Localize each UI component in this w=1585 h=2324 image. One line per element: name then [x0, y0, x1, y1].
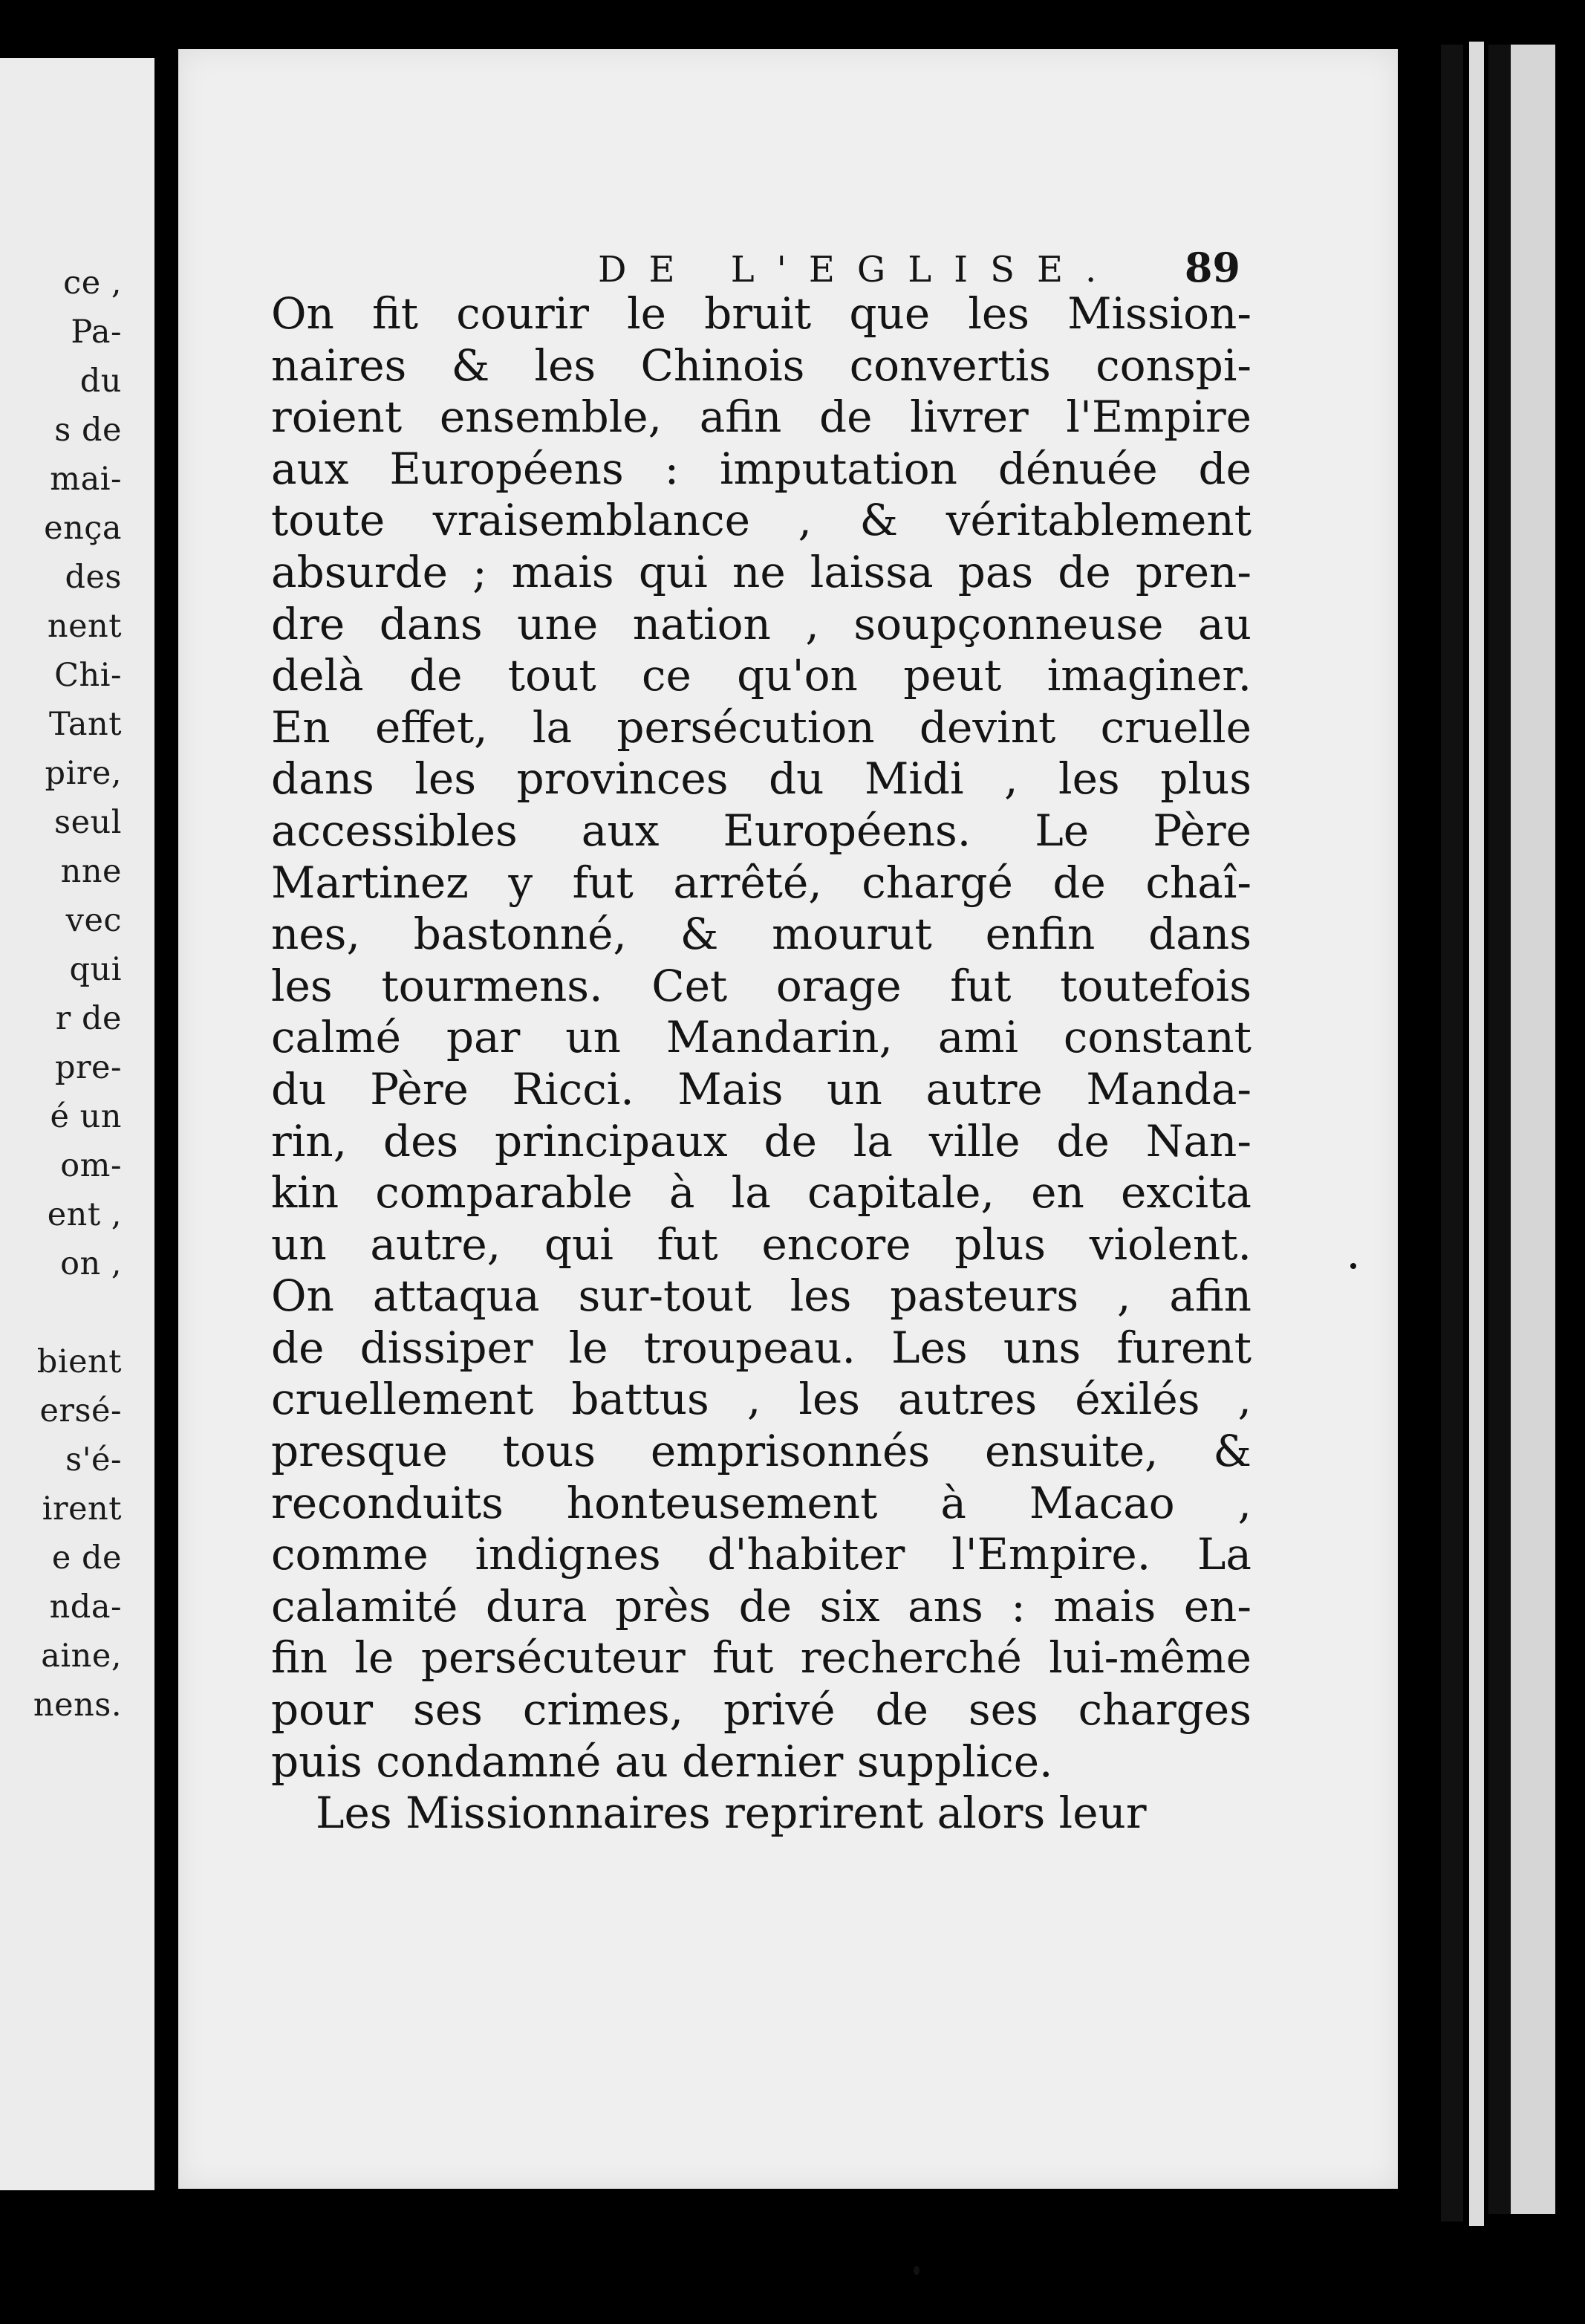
left-line: s de [54, 412, 122, 449]
text-line: En effet, la persécution devint cruelle [271, 701, 1252, 753]
text-line: cruellement battus , les autres éxilés , [271, 1374, 1252, 1425]
text-line: presque tous emprisonnés ensuite, & [271, 1426, 1252, 1477]
left-line: é un [50, 1098, 122, 1135]
text-line: de dissiper le troupeau. Les uns furent [271, 1322, 1252, 1373]
running-title: DE L'EGLISE. [598, 249, 1119, 290]
body-text [271, 288, 1252, 1840]
ink-speck [1350, 1263, 1356, 1269]
text-line: les tourmens. Cet orage fut toutefois [271, 960, 1252, 1011]
text-line: roient ensemble, afin de livrer l'Empire [271, 392, 1252, 443]
text-line: toute vraisemblance , & véritablement [271, 495, 1252, 546]
page-edge [1511, 45, 1555, 2214]
left-line: nens. [33, 1687, 122, 1724]
left-line: ença [44, 510, 122, 547]
left-line: pire, [45, 755, 122, 792]
left-line: om- [60, 1147, 122, 1184]
left-line: bient [36, 1343, 122, 1380]
text-line: dre dans une nation , soupçonneuse au [271, 598, 1252, 649]
left-line: mai- [50, 461, 122, 498]
text-line: aux Européens : imputation dénuée de [271, 443, 1252, 494]
ink-speck [914, 2266, 920, 2275]
text-line: absurde ; mais qui ne laissa pas de pren- [271, 546, 1252, 597]
text-line: On fit courir le bruit que les Mission- [271, 288, 1252, 339]
left-line: du [79, 363, 122, 400]
text-line: calamité dura près de six ans : mais en- [271, 1580, 1252, 1632]
left-line: ent , [47, 1196, 122, 1233]
text-line: calmé par un Mandarin, ami constant [271, 1012, 1252, 1063]
left-line: r de [55, 1000, 122, 1037]
text-line: Les Missionnaires reprirent alors leur [316, 1788, 1147, 1839]
text-line: pour ses crimes, privé de ses charges [271, 1684, 1252, 1736]
text-line: du Père Ricci. Mais un autre Manda- [271, 1063, 1252, 1114]
text-line: fin le persécuteur fut recherché lui-même [271, 1632, 1252, 1684]
left-line: Chi- [54, 657, 122, 694]
left-line: nda- [49, 1588, 122, 1626]
left-line: nent [47, 608, 122, 645]
text-line: delà de tout ce qu'on peut imaginer. [271, 650, 1252, 701]
text-line: comme indignes d'habiter l'Empire. La [271, 1529, 1252, 1580]
text-line: puis condamné au dernier supplice. [271, 1736, 1053, 1787]
page-edge [1441, 45, 1463, 2221]
left-line: Tant [49, 706, 122, 743]
left-line: des [65, 559, 122, 596]
text-line: rin, des principaux de la ville de Nan- [271, 1115, 1252, 1166]
text-line: On attaqua sur-tout les pasteurs , afin [271, 1270, 1252, 1322]
page-number: 89 [1184, 244, 1240, 291]
text-line: kin comparable à la capitale, en excita [271, 1167, 1252, 1218]
left-line: seul [54, 804, 122, 841]
page-edge [1488, 45, 1511, 2214]
page-edge [1469, 42, 1484, 2226]
left-line: Pa- [71, 314, 122, 351]
text-line: reconduits honteusement à Macao , [271, 1477, 1252, 1528]
text-line: accessibles aux Européens. Le Père [271, 805, 1252, 856]
text-line: naires & les Chinois convertis conspi- [271, 340, 1252, 391]
left-line: aine, [41, 1637, 122, 1675]
left-line: vec [65, 902, 122, 939]
left-line: ersé- [39, 1392, 122, 1429]
left-line: on , [60, 1245, 122, 1282]
text-line: Martinez y fut arrêté, chargé de chaî- [271, 857, 1252, 908]
left-line: s'é- [65, 1441, 122, 1479]
text-line: dans les provinces du Midi , les plus [271, 753, 1252, 805]
left-line: pre- [54, 1049, 122, 1086]
previous-page-fragment [0, 58, 154, 2190]
running-header [420, 244, 1240, 291]
left-line: irent [42, 1490, 122, 1528]
text-line: nes, bastonné, & mourut enfin dans [271, 909, 1252, 960]
left-line: qui [69, 951, 122, 988]
left-line: nne [60, 853, 122, 890]
book-page [178, 49, 1398, 2189]
text-line: un autre, qui fut encore plus violent. [271, 1218, 1252, 1270]
left-line: e de [51, 1539, 122, 1577]
left-line: ce , [63, 264, 122, 302]
